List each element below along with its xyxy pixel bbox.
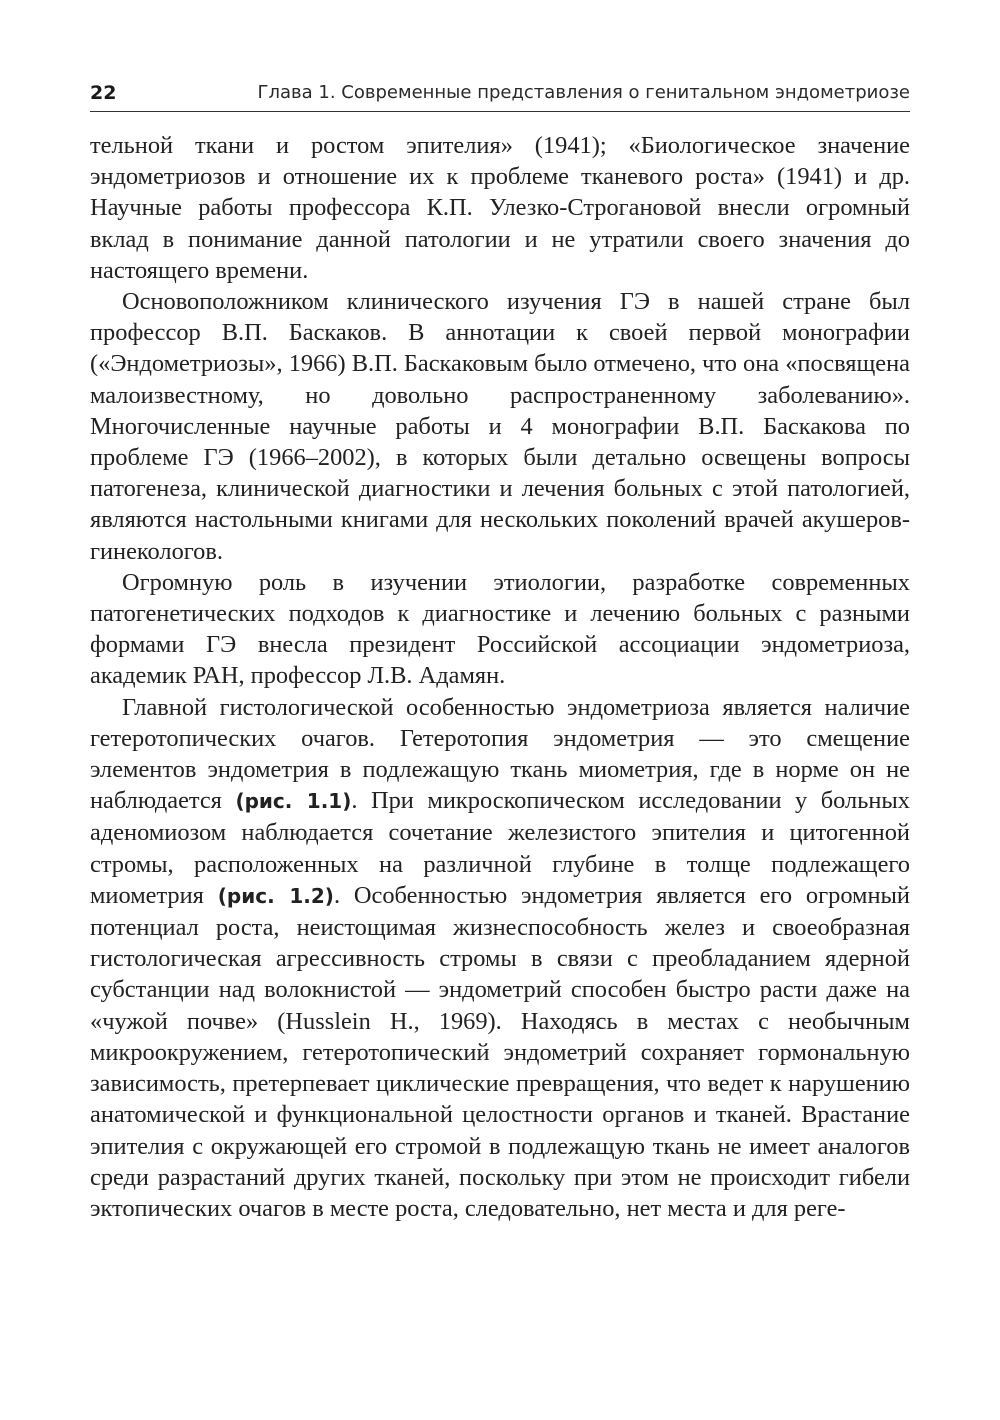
page-number: 22 <box>90 82 117 104</box>
page-header <box>90 80 910 116</box>
page-body <box>90 130 910 1224</box>
paragraph-1: тельной ткани и ростом эпителия» (1941); «Биологическое значение эндометриозов и отношение их к проблеме тканевого роста» (1941) и др. Научные работы профессора К.П. Улезко-Строгановой внесли огромный вклад в понимание данной патологии и не утратили своего значения до настоящего времени. <box>90 132 910 284</box>
running-head: Глава 1. Современные представления о генитальном эндометриозе <box>257 82 910 103</box>
figure-ref-1-1: (рис. 1.1) <box>235 789 352 814</box>
paragraph-4 <box>90 692 910 1224</box>
paragraph-3: Огромную роль в изучении этиологии, разработке современных патогенетических подходов к диагностике и лечению больных с разными формами ГЭ внесла президент Российской ассоциации эндометриоза, академик РАН, профессор Л.В. Адамян. <box>90 568 910 690</box>
header-rule <box>90 111 910 112</box>
paragraph-4-text-b: . При микроскопическом исследовании у больных аденомиозом наблюдается сочетание железистого эпителия и цитогенной стромы, расположенных на различной глубине в толще подлежащего миометрия <box>90 787 910 909</box>
paragraph-4-text-c: . Особенностью эндометрия является его огромный потенциал роста, неистощимая жизнеспособность желез и своеобразная гистологическая агрессивность стромы в связи с преобладанием ядерной субстанции над волокнистой — эндометрий способен быстро расти даже на «чужой почве» (Husslein H., 1969). Находясь в местах с необычным микроокружением, гетеротопический эндометрий сохраняет гормональную зависимость, претерпевает циклические превращения, что ведет к нарушению анатомической и функциональной целостности органов и тканей. Врастание эпителия с окружающей его стромой в подлежащую ткань не имеет аналогов среди разрастаний других тканей, поскольку при этом не происходит гибели эктопических очагов в месте роста, следовательно, нет места и для реге- <box>90 881 910 1222</box>
figure-ref-1-2: (рис. 1.2) <box>217 883 334 908</box>
paragraph-4-text-a: Главной гистологической особенностью эндометриоза является наличие гетеротопических очагов. Гетеротопия эндометрия — это смещение элементов эндометрия в подлежащую ткань миометрия, где в норме он не наблюдается <box>90 693 910 815</box>
paragraph-2: Основоположником клинического изучения ГЭ в нашей стране был профессор В.П. Баскаков. В аннотации к своей первой монографии («Эндометриозы», 1966) В.П. Баскаковым было отмечено, что она «посвящена малоизвестному, но довольно распространенному заболеванию». Многочисленные научные работы и 4 монографии В.П. Баскакова по проблеме ГЭ (1966–2002), в которых были детально освещены вопросы патогенеза, клинической диагностики и лечения больных с этой патологией, являются настольными книгами для нескольких поколений врачей акушеров-гинекологов. <box>90 288 910 565</box>
